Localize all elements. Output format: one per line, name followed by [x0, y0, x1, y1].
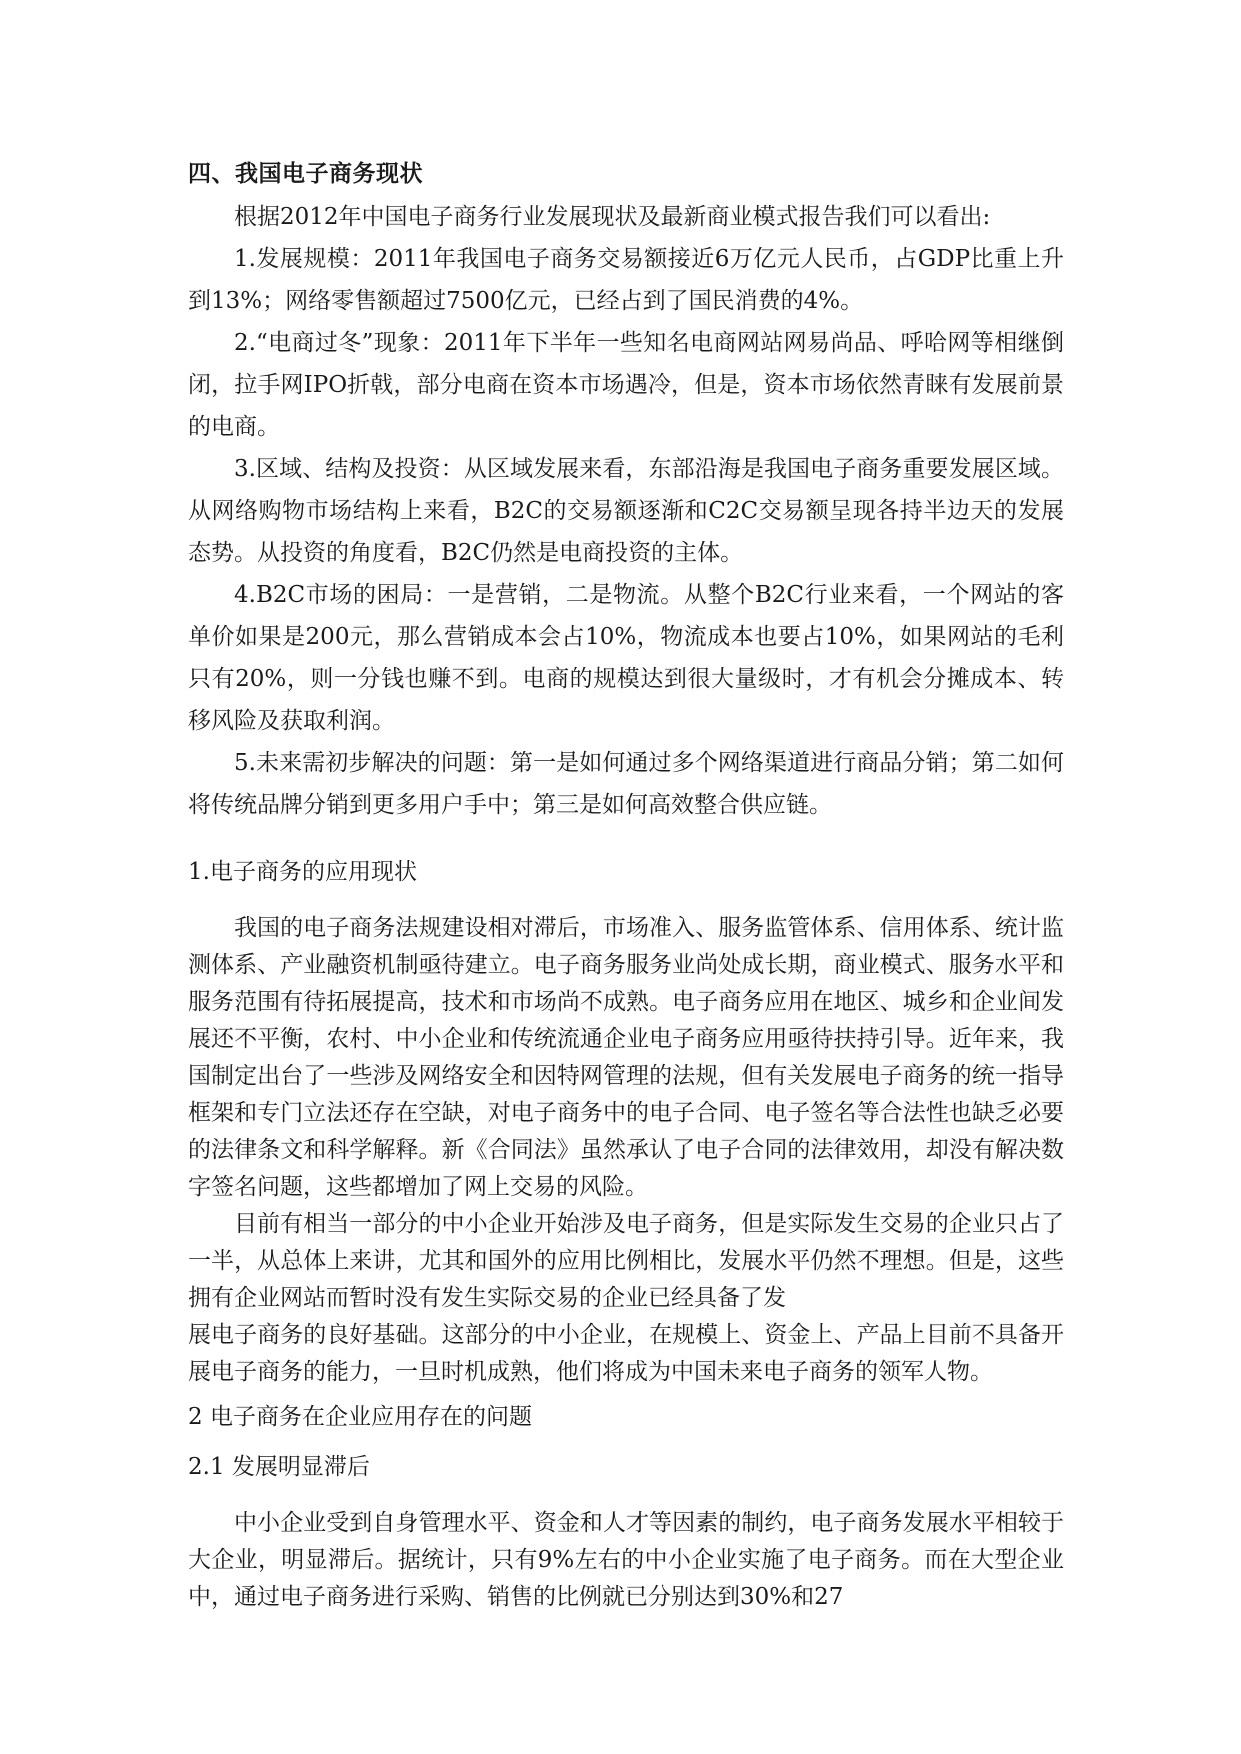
point-4: 4.B2C市场的困局：一是营销，二是物流。从整个B2C行业来看，一个网站的客单价如果是200元，那么营销成本会占10%，物流成本也要占10%，如果网站的毛利只有20%，则一分钱也赚不到。电商的规模达到很大量级时，才有机会分摊成本、转移风险及获取利润。: [188, 582, 1064, 734]
point-3: 3.区域、结构及投资：从区域发展来看，东部沿海是我国电子商务重要发展区域。从网络购物市场结构上来看，B2C的交易额逐渐和C2C交易额呈现各持半边天的发展态势。从投资的角度看，B2C仍然是电商投资的主体。: [188, 456, 1064, 566]
subsection-paragraph: 中小企业受到自身管理水平、资金和人才等因素的制约，电子商务发展水平相较于大企业，明显滞后。据统计，只有9%左右的中小企业实施了电子商务。而在大型企业中，通过电子商务进行采购、销售的比例就已分别达到30%和27: [188, 1510, 1064, 1610]
point-5: 5.未来需初步解决的问题：第一是如何通过多个网络渠道进行商品分销；第二如何将传统品牌分销到更多用户手中；第三是如何高效整合供应链。: [188, 750, 1064, 818]
section1-paragraph-2-continued: 展电子商务的良好基础。这部分的中小企业，在规模上、资金上、产品上目前不具备开展电子商务的能力，一旦时机成熟，他们将成为中国未来电子商务的领军人物。: [188, 1322, 1064, 1385]
section1-paragraph-1: 我国的电子商务法规建设相对滞后，市场准入、服务监管体系、信用体系、统计监测体系、产业融资机制亟待建立。电子商务服务业尚处成长期，商业模式、服务水平和服务范围有待拓展提高，技术和市场尚不成熟。电子商务应用在地区、城乡和企业间发展还不平衡，农村、中小企业和传统流通企业电子商务应用亟待扶持引导。近年来，我国制定出台了一些涉及网络安全和因特网管理的法规，但有关发展电子商务的统一指导框架和专门立法还存在空缺，对电子商务中的电子合同、电子签名等合法性也缺乏必要的法律条文和科学解释。新《合同法》虽然承认了电子合同的法律效用，却没有解决数字签名问题，这些都增加了网上交易的风险。: [188, 915, 1064, 1200]
section1-paragraph-2: 目前有相当一部分的中小企业开始涉及电子商务，但是实际发生交易的企业只占了一半，从总体上来讲，尤其和国外的应用比例相比，发展水平仍然不理想。但是，这些拥有企业网站而暂时没有发生实际交易的企业已经具备了发: [188, 1211, 1064, 1311]
subsection-title-lagging: 2.1 发展明显滞后: [188, 1454, 370, 1480]
point-2: 2.“电商过冬”现象：2011年下半年一些知名电商网站网易尚品、呼哈网等相继倒闭，拉手网IPO折戟，部分电商在资本市场遇冷，但是，资本市场依然青睐有发展前景的电商。: [188, 330, 1064, 440]
intro-paragraph: 根据2012年中国电子商务行业发展现状及最新商业模式报告我们可以看出:: [234, 204, 991, 230]
section-title-application-status: 1.电子商务的应用现状: [188, 859, 417, 885]
point-1: 1.发展规模：2011年我国电子商务交易额接近6万亿元人民币，占GDP比重上升到13%；网络零售额超过7500亿元，已经占到了国民消费的4%。: [188, 246, 1064, 314]
document-page: [188, 158, 1064, 1616]
section-title-problems: 2 电子商务在企业应用存在的问题: [188, 1404, 532, 1430]
page-heading: 四、我国电子商务现状: [188, 161, 423, 187]
